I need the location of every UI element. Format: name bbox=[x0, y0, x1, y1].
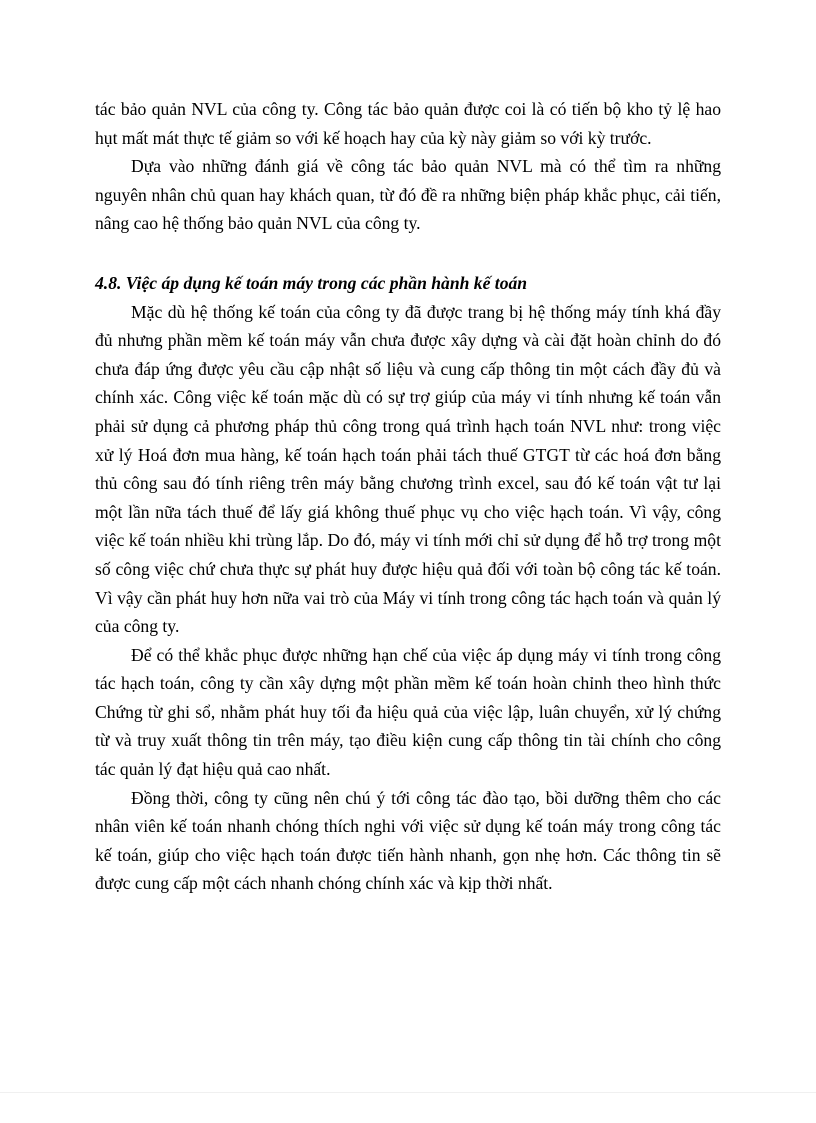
paragraph-staff-training: Đồng thời, công ty cũng nên chú ý tới công tác đào tạo, bồi dưỡng thêm cho các nhân viên kế toán nhanh chóng thích nghi với việc sử dụng kế toán máy trong công tác kế toán, giúp cho việc hạch toán được tiến hành nhanh, gọn nhẹ hơn. Các thông tin sẽ được cung cấp một cách nhanh chóng chính xác và kịp thời nhất. bbox=[95, 787, 721, 894]
paragraph-software-recommendation: Để có thể khắc phục được những hạn chế của việc áp dụng máy vi tính trong công tác hạch toán, công ty cần xây dựng một phần mềm kế toán hoàn chỉnh theo hình thức Chứng từ ghi sổ, nhằm phát huy tối đa hiệu quả của việc lập, luân chuyển, xử lý chứng từ và truy xuất thông tin trên máy, tạo điều kiện cung cấp thông tin tài chính cho công tác quản lý đạt hiệu quả cao nhất. bbox=[95, 644, 721, 780]
section-title: 4.8. Việc áp dụng kế toán máy trong các phần hành kế toán bbox=[95, 272, 528, 293]
paragraph-preservation-evaluation: Dựa vào những đánh giá về công tác bảo quản NVL mà có thể tìm ra những nguyên nhân chủ quan hay khách quan, từ đó đề ra những biện pháp khắc phục, cải tiến, nâng cao hệ thống bảo quản NVL của công ty. bbox=[95, 156, 721, 234]
page-bottom-edge bbox=[0, 1092, 816, 1093]
paragraph-preservation-progress: tác bảo quản NVL của công ty. Công tác bảo quản được coi là có tiến bộ kho tỷ lệ hao hụt mất mát thực tế giảm so với kế hoạch hay của kỳ này giảm so với kỳ trước. bbox=[95, 99, 721, 148]
document-page bbox=[95, 95, 721, 898]
paragraph-computer-accounting-status: Mặc dù hệ thống kế toán của công ty đã được trang bị hệ thống máy tính khá đầy đủ nhưng phần mềm kế toán máy vẫn chưa được xây dựng và cài đặt hoàn chỉnh do đó chưa đáp ứng được yêu cầu cập nhật số liệu và cung cấp thông tin một cách đầy đủ và chính xác. Công việc kế toán mặc dù có sự trợ giúp của máy vi tính nhưng kế toán vẫn phải sử dụng cả phương pháp thủ công trong quá trình hạch toán NVL như: trong việc xử lý Hoá đơn mua hàng, kế toán hạch toán phải tách thuế GTGT từ các hoá đơn bằng thủ công sau đó tính riêng trên máy bằng chương trình excel, sau đó kế toán vật tư lại một lần nữa tách thuế để lấy giá không thuế phục vụ cho việc hạch toán. Vì vậy, công việc kế toán nhiều khi trùng lắp. Do đó, máy vi tính mới chỉ sử dụng để hỗ trợ trong một số công việc chứ chưa thực sự phát huy được hiệu quả đối với toàn bộ công tác kế toán. Vì vậy cần phát huy hơn nữa vai trò của Máy vi tính trong công tác hạch toán và quản lý của công ty. bbox=[95, 301, 721, 637]
